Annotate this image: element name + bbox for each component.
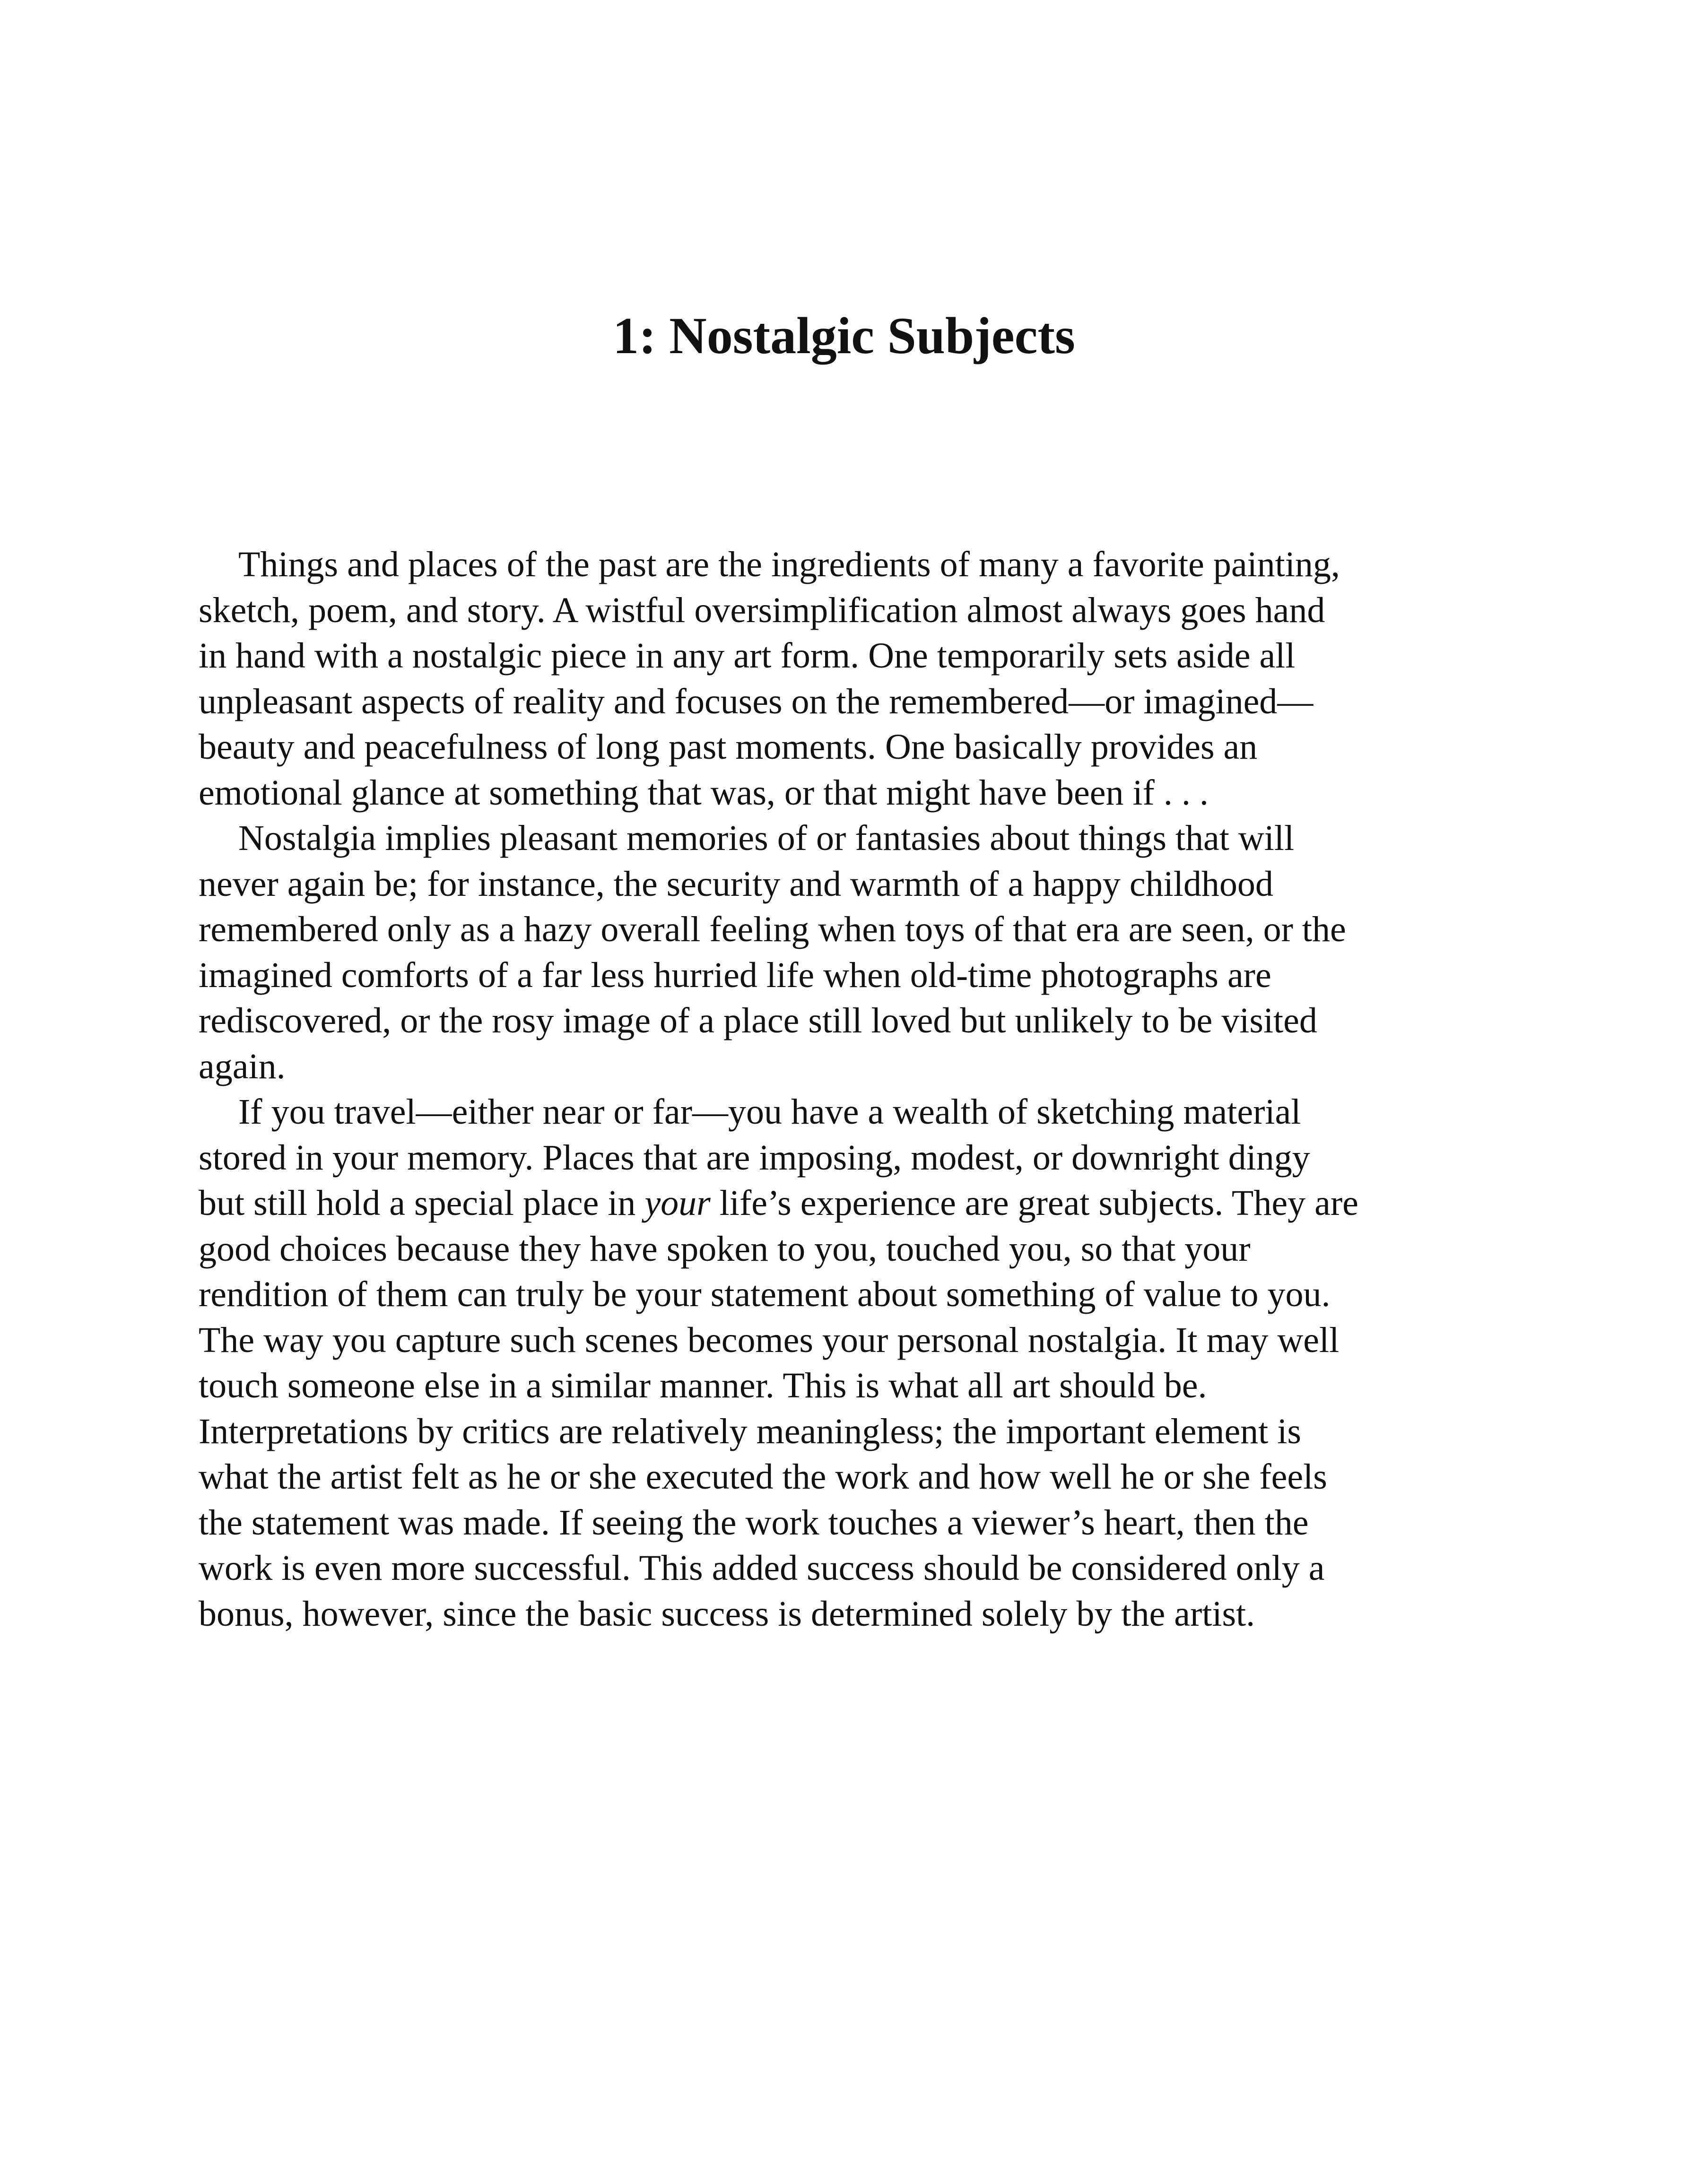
text-line: work is even more successful. This added success should be considered only a xyxy=(199,1548,1325,1588)
text-line: in hand with a nostalgic piece in any art form. One temporarily sets aside all xyxy=(199,636,1296,676)
text-line: the statement was made. If seeing the work touches a viewer’s heart, then the xyxy=(199,1502,1309,1543)
text-line: Things and places of the past are the ingredients of many a favorite painting, xyxy=(238,545,1340,584)
text-line: Interpretations by critics are relatively meaningless; the important element is xyxy=(199,1411,1301,1451)
text-line: Nostalgia implies pleasant memories of or fantasies about things that will xyxy=(238,818,1295,858)
text-line: The way you capture such scenes becomes your personal nostalgia. It may well xyxy=(199,1320,1340,1360)
text-line: remembered only as a hazy overall feeling when toys of that era are seen, or the xyxy=(199,910,1346,949)
text-line: rendition of them can truly be your statement about something of value to you. xyxy=(199,1274,1331,1314)
text-line: good choices because they have spoken to you, touched you, so that your xyxy=(199,1229,1251,1269)
chapter-body xyxy=(199,542,1504,1637)
paragraph-1 xyxy=(199,542,1504,815)
text-run: life’s experience are great subjects. They are xyxy=(710,1183,1358,1223)
text-line-with-emphasis xyxy=(199,1180,1504,1226)
text-line: what the artist felt as he or she executed the work and how well he or she feels xyxy=(199,1457,1327,1497)
text-line: sketch, poem, and story. A wistful oversimplification almost always goes hand xyxy=(199,590,1325,630)
text-line: imagined comforts of a far less hurried life when old-time photographs are xyxy=(199,955,1271,995)
text-line: beauty and peacefulness of long past moments. One basically provides an xyxy=(199,727,1258,767)
paragraph-3 xyxy=(199,1089,1504,1637)
text-line: If you travel—either near or far—you have a wealth of sketching material xyxy=(238,1092,1301,1132)
text-line: emotional glance at something that was, or that might have been if . . . xyxy=(199,772,1209,813)
text-line: touch someone else in a similar manner. This is what all art should be. xyxy=(199,1366,1207,1405)
text-line: bonus, however, since the basic success is determined solely by the artist. xyxy=(199,1594,1255,1634)
text-run: but still hold a special place in xyxy=(199,1183,645,1223)
text-line: never again be; for instance, the security and warmth of a happy childhood xyxy=(199,864,1273,904)
emphasis-word: your xyxy=(644,1183,711,1223)
text-line: unpleasant aspects of reality and focuses on the remembered—or imagined— xyxy=(199,681,1314,721)
paragraph-2 xyxy=(199,815,1504,1089)
text-line: again. xyxy=(199,1046,286,1086)
text-line: stored in your memory. Places that are imposing, modest, or downright dingy xyxy=(199,1137,1310,1178)
text-line: rediscovered, or the rosy image of a place still loved but unlikely to be visited xyxy=(199,1001,1317,1040)
chapter-title: 1: Nostalgic Subjects xyxy=(613,307,1075,364)
